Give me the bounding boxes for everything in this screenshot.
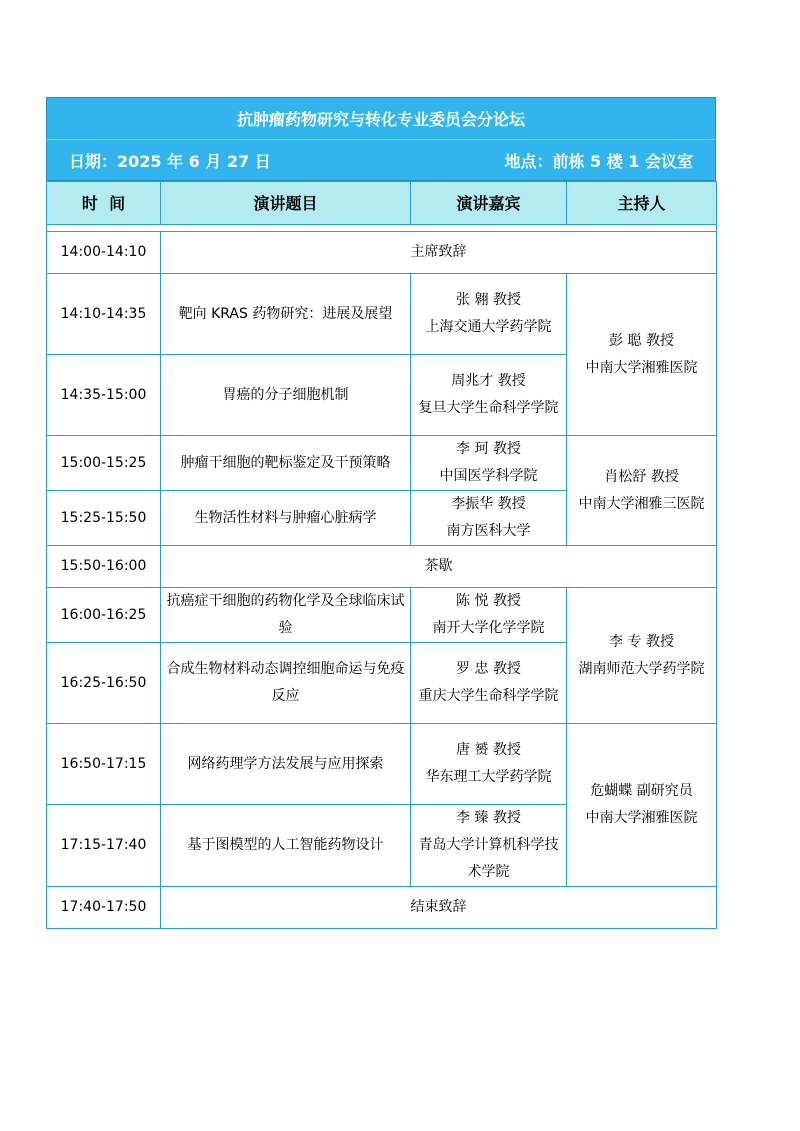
event-cell: 茶歇 bbox=[161, 546, 717, 588]
col-topic: 演讲题目 bbox=[161, 182, 411, 225]
time-cell: 14:35-15:00 bbox=[47, 355, 161, 436]
info-bar bbox=[46, 139, 716, 181]
topic-cell: 肿瘤干细胞的靶标鉴定及干预策略 bbox=[161, 436, 411, 491]
topic-cell: 合成生物材料动态调控细胞命运与免疫反应 bbox=[161, 643, 411, 724]
time-cell: 16:25-16:50 bbox=[47, 643, 161, 724]
col-time: 时 间 bbox=[47, 182, 161, 225]
topic-cell: 基于图模型的人工智能药物设计 bbox=[161, 805, 411, 887]
header-row bbox=[47, 182, 717, 225]
speaker-cell: 周兆才 教授 复旦大学生命科学学院 bbox=[411, 355, 567, 436]
location-label: 地点：前栋 5 楼 1 会议室 bbox=[504, 151, 693, 171]
col-host: 主持人 bbox=[567, 182, 717, 225]
speaker-cell: 罗 忠 教授 重庆大学生命科学学院 bbox=[411, 643, 567, 724]
speaker-cell: 李振华 教授 南方医科大学 bbox=[411, 491, 567, 546]
table-row bbox=[47, 546, 717, 588]
topic-cell: 抗癌症干细胞的药物化学及全球临床试验 bbox=[161, 588, 411, 643]
table-row bbox=[47, 588, 717, 643]
time-cell: 15:50-16:00 bbox=[47, 546, 161, 588]
speaker-cell: 李 珂 教授 中国医学科学院 bbox=[411, 436, 567, 491]
table-row bbox=[47, 274, 717, 355]
time-cell: 17:15-17:40 bbox=[47, 805, 161, 887]
speaker-cell: 陈 悦 教授 南开大学化学学院 bbox=[411, 588, 567, 643]
time-cell: 15:25-15:50 bbox=[47, 491, 161, 546]
topic-cell: 靶向 KRAS 药物研究：进展及展望 bbox=[161, 274, 411, 355]
col-speaker: 演讲嘉宾 bbox=[411, 182, 567, 225]
host-cell: 肖松舒 教授 中南大学湘雅三医院 bbox=[567, 436, 717, 546]
table-row bbox=[47, 887, 717, 929]
time-cell: 14:00-14:10 bbox=[47, 232, 161, 274]
table-row bbox=[47, 724, 717, 805]
host-cell: 危蝴蝶 副研究员 中南大学湘雅医院 bbox=[567, 724, 717, 887]
host-cell: 李 专 教授 湖南师范大学药学院 bbox=[567, 588, 717, 724]
host-cell: 彭 聪 教授 中南大学湘雅医院 bbox=[567, 274, 717, 436]
event-cell: 结束致辞 bbox=[161, 887, 717, 929]
time-cell: 17:40-17:50 bbox=[47, 887, 161, 929]
topic-cell: 生物活性材料与肿瘤心脏病学 bbox=[161, 491, 411, 546]
schedule-table bbox=[46, 181, 717, 929]
topic-cell: 胃癌的分子细胞机制 bbox=[161, 355, 411, 436]
time-cell: 16:50-17:15 bbox=[47, 724, 161, 805]
schedule-document bbox=[46, 97, 716, 929]
table-row bbox=[47, 232, 717, 274]
event-cell: 主席致辞 bbox=[161, 232, 717, 274]
speaker-cell: 李 臻 教授 青岛大学计算机科学技术学院 bbox=[411, 805, 567, 887]
speaker-cell: 张 翱 教授 上海交通大学药学院 bbox=[411, 274, 567, 355]
date-label: 日期：2025 年 6 月 27 日 bbox=[69, 151, 271, 171]
speaker-cell: 唐 赟 教授 华东理工大学药学院 bbox=[411, 724, 567, 805]
table-row bbox=[47, 436, 717, 491]
time-cell: 15:00-15:25 bbox=[47, 436, 161, 491]
time-cell: 14:10-14:35 bbox=[47, 274, 161, 355]
topic-cell: 网络药理学方法发展与应用探索 bbox=[161, 724, 411, 805]
time-cell: 16:00-16:25 bbox=[47, 588, 161, 643]
forum-title: 抗肿瘤药物研究与转化专业委员会分论坛 bbox=[46, 97, 716, 139]
spacer-row bbox=[47, 225, 717, 232]
